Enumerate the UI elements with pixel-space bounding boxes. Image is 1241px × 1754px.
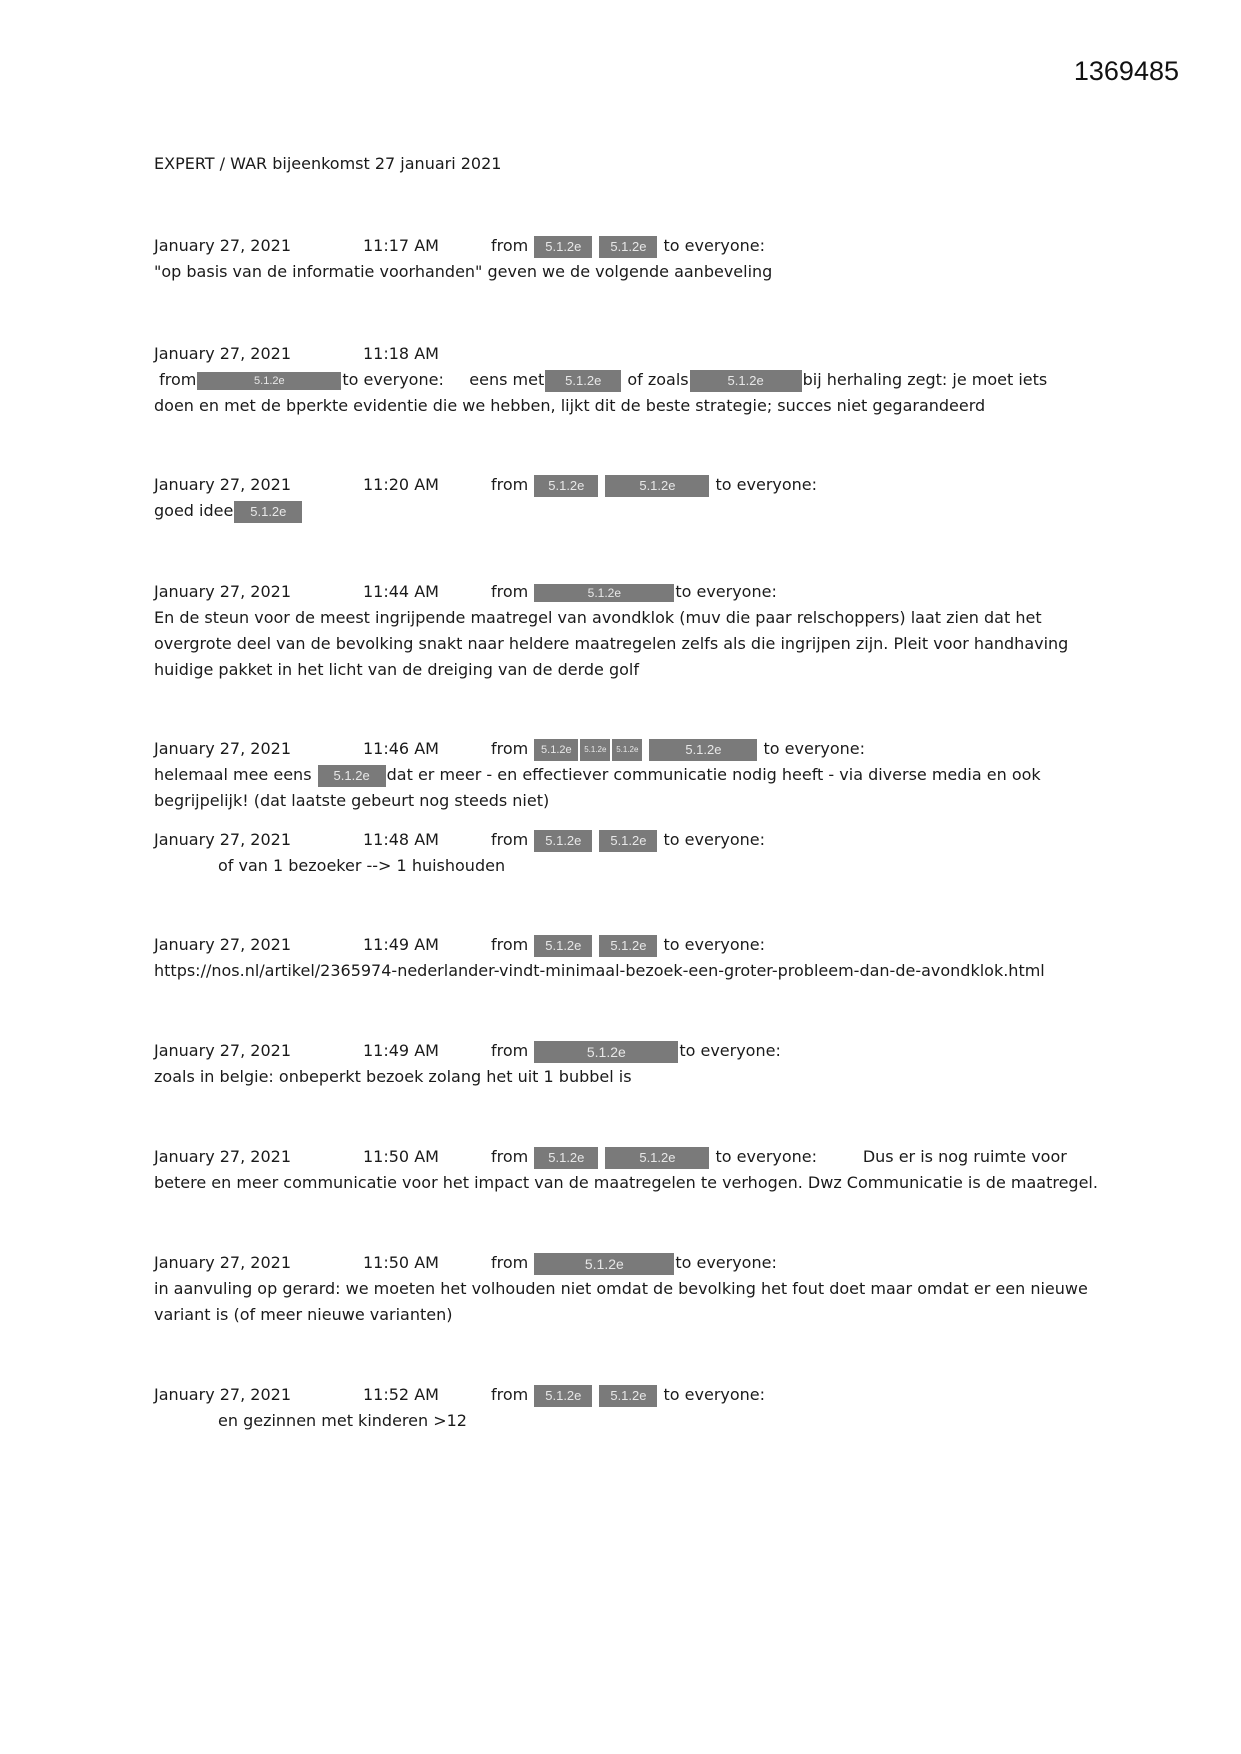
message-time: 11:49 AM (363, 935, 439, 954)
chat-message (154, 472, 1104, 524)
message-date: January 27, 2021 (154, 1253, 291, 1272)
from-label: from (159, 370, 197, 389)
message-time: 11:44 AM (363, 582, 439, 601)
redaction-box: 5.1.2e (534, 1385, 592, 1407)
message-text-part: Dus er is nog ruimte voor (862, 1147, 1067, 1166)
chat-message (154, 1038, 1104, 1090)
recipient-label: to everyone: (663, 236, 766, 255)
message-text: En de steun voor de meest ingrijpende maatregel van avondklok (muv die paar relschoppers) laat zien dat het overgrote deel van de bevolking snakt naar heldere maatregelen zelfs als die ingrijpen zijn. Pleit voor handhaving huidige pakket in het licht van de dreiging van de derde golf (154, 608, 1069, 679)
from-label: from (491, 935, 529, 954)
message-link[interactable]: https://nos.nl/artikel/2365974-nederlander-vindt-minimaal-bezoek-een-groter-probleem-dan-de-avondklok.html (154, 961, 1045, 980)
message-date: January 27, 2021 (154, 739, 291, 758)
message-sender (491, 1250, 777, 1276)
recipient-label: to everyone: (763, 739, 866, 758)
message-date: January 27, 2021 (154, 1147, 291, 1166)
redaction-box: 5.1.2e (580, 739, 610, 761)
message-header (154, 367, 1104, 393)
message-date: January 27, 2021 (154, 935, 291, 954)
redaction-box: 5.1.2e (318, 765, 386, 787)
recipient-label: to everyone: (715, 475, 818, 494)
redaction-box: 5.1.2e (234, 501, 302, 523)
chat-message (154, 1250, 1104, 1328)
message-sender (491, 827, 765, 853)
message-sender (491, 579, 777, 605)
chat-message (154, 736, 1104, 814)
redaction-box: 5.1.2e (534, 1147, 598, 1169)
message-line (154, 762, 1104, 788)
redaction-box: 5.1.2e (612, 739, 642, 761)
message-text-part: goed idee (154, 501, 234, 520)
recipient-label: to everyone: (675, 582, 777, 601)
message-sender (491, 1144, 1067, 1170)
message-sender (491, 472, 817, 498)
redaction-box: 5.1.2e (534, 236, 592, 258)
from-label: from (491, 739, 529, 758)
message-text: in aanvuling op gerard: we moeten het volhouden niet omdat de bevolking het fout doet maar omdat er een nieuwe variant is (of meer nieuwe varianten) (154, 1279, 1088, 1324)
message-text: zoals in belgie: onbeperkt bezoek zolang het uit 1 bubbel is (154, 1067, 632, 1086)
message-text: doen en met de bperkte evidentie die we hebben, lijkt dit de beste strategie; succes niet gegarandeerd (154, 396, 986, 415)
from-label: from (491, 1253, 529, 1272)
redaction-box: 5.1.2e (599, 236, 657, 258)
chat-message (154, 1144, 1104, 1196)
chat-message (154, 1382, 1104, 1434)
redaction-box: 5.1.2e (599, 830, 657, 852)
message-time: 11:17 AM (363, 236, 439, 255)
message-date: January 27, 2021 (154, 582, 291, 601)
message-sender (491, 1038, 781, 1064)
redaction-box: 5.1.2e (649, 739, 757, 761)
redaction-box: 5.1.2e (534, 475, 598, 497)
message-date: January 27, 2021 (154, 830, 291, 849)
from-label: from (491, 1147, 529, 1166)
redaction-box: 5.1.2e (534, 935, 592, 957)
redaction-box: 5.1.2e (545, 370, 621, 392)
message-date: January 27, 2021 (154, 236, 291, 255)
message-text: en gezinnen met kinderen >12 (218, 1411, 467, 1430)
message-sender (491, 233, 765, 259)
recipient-label: to everyone: (663, 830, 766, 849)
chat-message (154, 827, 1104, 879)
message-text: "op basis van de informatie voorhanden" geven we de volgende aanbeveling (154, 262, 773, 281)
message-time: 11:52 AM (363, 1385, 439, 1404)
redaction-box: 5.1.2e (690, 370, 802, 392)
redaction-box: 5.1.2e (197, 372, 341, 390)
recipient-label: to everyone: (663, 935, 766, 954)
message-date: January 27, 2021 (154, 344, 291, 363)
message-text: eens met (469, 370, 545, 389)
message-sender (491, 736, 865, 762)
message-date: January 27, 2021 (154, 1041, 291, 1060)
message-time: 11:20 AM (363, 475, 439, 494)
message-text (154, 498, 1104, 524)
recipient-label: to everyone: (663, 1385, 766, 1404)
redaction-box: 5.1.2e (534, 584, 674, 602)
document-id: 1369485 (1073, 56, 1179, 86)
message-date: January 27, 2021 (154, 1385, 291, 1404)
message-text: begrijpelijk! (dat laatste gebeurt nog steeds niet) (154, 791, 550, 810)
redaction-box: 5.1.2e (599, 1385, 657, 1407)
redaction-box: 5.1.2e (534, 739, 578, 761)
message-time: 11:50 AM (363, 1253, 439, 1272)
message-sender (491, 1382, 765, 1408)
message-time: 11:49 AM (363, 1041, 439, 1060)
redaction-box: 5.1.2e (605, 1147, 709, 1169)
message-text: betere en meer communicatie voor het impact van de maatregelen te verhogen. Dwz Communicatie is de maatregel. (154, 1173, 1098, 1192)
recipient-label: to everyone: (675, 1253, 777, 1272)
redaction-box: 5.1.2e (534, 1253, 674, 1275)
from-label: from (491, 582, 529, 601)
from-label: from (491, 830, 529, 849)
from-label: from (491, 1385, 529, 1404)
redaction-box: 5.1.2e (605, 475, 709, 497)
message-time: 11:48 AM (363, 830, 439, 849)
chat-message (154, 341, 1104, 419)
message-time: 11:18 AM (363, 344, 439, 363)
message-text: bij herhaling zegt: je moet iets (802, 370, 1048, 389)
message-text: of zoals (627, 370, 689, 389)
message-text-part: dat er meer - en effectiever communicatie nodig heeft - via diverse media en ook (386, 765, 1041, 784)
message-date: January 27, 2021 (154, 475, 291, 494)
message-text: of van 1 bezoeker --> 1 huishouden (218, 856, 506, 875)
redaction-box: 5.1.2e (599, 935, 657, 957)
from-label: from (491, 475, 529, 494)
message-sender (491, 932, 765, 958)
document-title: EXPERT / WAR bijeenkomst 27 januari 2021 (154, 154, 502, 173)
message-text-part: helemaal mee eens (154, 765, 312, 784)
redaction-box: 5.1.2e (534, 1041, 678, 1063)
redaction-box: 5.1.2e (534, 830, 592, 852)
message-time: 11:46 AM (363, 739, 439, 758)
from-label: from (491, 1041, 529, 1060)
chat-message (154, 233, 1104, 285)
chat-message (154, 579, 1104, 683)
chat-message (154, 932, 1104, 984)
recipient-label: to everyone: (679, 1041, 781, 1060)
recipient-label: to everyone: (342, 370, 444, 389)
from-label: from (491, 236, 529, 255)
message-time: 11:50 AM (363, 1147, 439, 1166)
recipient-label: to everyone: (715, 1147, 818, 1166)
